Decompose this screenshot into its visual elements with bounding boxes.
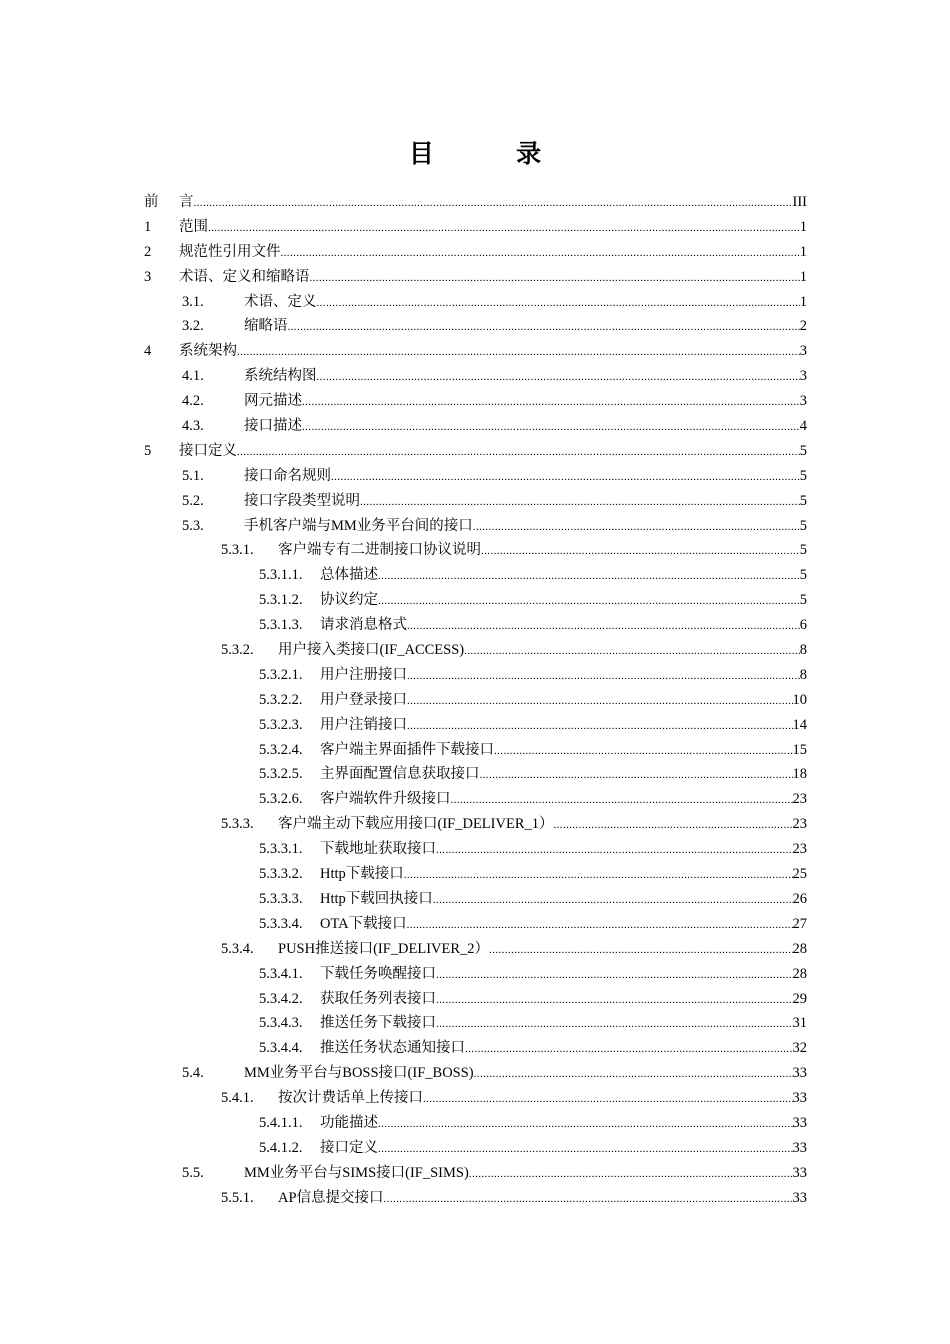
dot-leader: [237, 340, 800, 365]
toc-entry[interactable]: [144, 364, 807, 389]
dot-leader: [378, 1112, 793, 1137]
toc-entry-page-number: 29: [792, 990, 807, 1007]
toc-entry-title: 系统架构: [179, 343, 237, 360]
toc-entry-page-number: 33: [792, 1114, 807, 1131]
toc-entry-page-number: 8: [799, 642, 807, 659]
toc-entry[interactable]: [144, 862, 807, 887]
toc-entry-page-number: 33: [792, 1090, 807, 1107]
toc-entry[interactable]: [144, 1186, 807, 1211]
toc-entry-title: 术语、定义: [244, 293, 317, 310]
toc-entry-title: 范围: [179, 218, 208, 235]
toc-entry-title: 客户端主动下载应用接口(IF_DELIVER_1）: [278, 816, 554, 833]
dot-leader: [407, 689, 793, 714]
dot-leader: [302, 390, 800, 415]
toc-entry-title: 推送任务下载接口: [320, 1015, 436, 1032]
toc-entry-number: 5.3.1.3.: [259, 617, 303, 634]
toc-entry-page-number: 33: [792, 1164, 807, 1181]
toc-entry[interactable]: [144, 215, 807, 240]
toc-entry-page-number: 3: [799, 393, 807, 410]
toc-entry[interactable]: [144, 688, 807, 713]
toc-entry-number: 5.3.: [182, 517, 204, 534]
toc-entry-number: 5.4.1.2.: [259, 1139, 303, 1156]
toc-entry-number: 4.3.: [182, 418, 204, 435]
toc-entry-page-number: 32: [792, 1040, 807, 1057]
toc-entry-title: 客户端主界面插件下载接口: [320, 741, 494, 758]
toc-entry-page-number: 3: [799, 343, 807, 360]
toc-title: 目 录: [408, 141, 580, 168]
toc-entry[interactable]: [144, 937, 807, 962]
toc-entry-page-number: 5: [799, 567, 807, 584]
toc-entry-number: 5.3.2.3.: [259, 716, 303, 733]
toc-entry-number: 4: [144, 343, 152, 360]
toc-entry-title: 推送任务状态通知接口: [320, 1040, 465, 1057]
toc-entry-number: 5.3.1.1.: [259, 567, 303, 584]
toc-entry-page-number: 5: [799, 442, 807, 459]
toc-entry[interactable]: [144, 1111, 807, 1136]
toc-entry[interactable]: [144, 389, 807, 414]
toc-entry-page-number: 5: [799, 542, 807, 559]
toc-entry-number: 5.3.3.3.: [259, 890, 303, 907]
dot-leader: [554, 813, 793, 838]
toc-entry-title: 接口命名规则: [244, 467, 331, 484]
toc-entry-title: 接口定义: [179, 442, 237, 459]
toc-entry-number: 2: [144, 243, 152, 260]
toc-entry-page-number: 5: [799, 492, 807, 509]
toc-entry-page-number: 1: [799, 268, 807, 285]
toc-entry-page-number: 26: [792, 890, 807, 907]
toc-entry-title: MM业务平台与SIMS接口(IF_SIMS): [244, 1164, 469, 1181]
toc-entry[interactable]: [144, 713, 807, 738]
dot-leader: [281, 241, 800, 266]
toc-entry-page-number: 6: [799, 617, 807, 634]
toc-entry-title: 客户端专有二进制接口协议说明: [278, 542, 481, 559]
toc-entry-number: 5.3.2.5.: [259, 766, 303, 783]
dot-leader: [464, 639, 800, 664]
toc-entry-title: 用户注销接口: [320, 716, 407, 733]
dot-leader: [423, 1087, 793, 1112]
toc-entry[interactable]: [144, 1161, 807, 1186]
toc-entry[interactable]: [144, 563, 807, 588]
toc-entry-number: 5.3.1.: [221, 542, 254, 559]
table-of-contents: [144, 190, 807, 1211]
toc-entry-number: 5.3.2.: [221, 642, 254, 659]
toc-entry-title: 用户接入类接口(IF_ACCESS): [278, 642, 465, 659]
dot-leader: [489, 938, 792, 963]
toc-entry-page-number: 23: [792, 841, 807, 858]
toc-entry-title: 获取任务列表接口: [320, 990, 436, 1007]
toc-entry-page-number: 8: [799, 666, 807, 683]
toc-entry-number: 5.1.: [182, 467, 204, 484]
toc-entry-number: 5.3.2.6.: [259, 791, 303, 808]
toc-entry[interactable]: [144, 1011, 807, 1036]
toc-entry[interactable]: [144, 1136, 807, 1161]
toc-entry[interactable]: [144, 1061, 807, 1086]
toc-entry[interactable]: [144, 762, 807, 787]
dot-leader: [407, 664, 800, 689]
toc-entry-number: 5.3.1.2.: [259, 592, 303, 609]
toc-entry-page-number: 15: [792, 741, 807, 758]
toc-entry-number: 5.3.3.2.: [259, 866, 303, 883]
toc-entry-number: 5.4.: [182, 1065, 204, 1082]
toc-entry[interactable]: [144, 787, 807, 812]
toc-entry-page-number: 3: [799, 368, 807, 385]
toc-entry-number: 5.3.3.: [221, 816, 254, 833]
toc-entry-number: 5.3.4.4.: [259, 1040, 303, 1057]
toc-entry-number: 5.4.1.: [221, 1090, 254, 1107]
toc-entry-number: 3: [144, 268, 152, 285]
toc-entry-page-number: 10: [792, 691, 807, 708]
dot-leader: [407, 913, 793, 938]
toc-entry-title: 言: [179, 194, 194, 210]
toc-entry[interactable]: [144, 265, 807, 290]
dot-leader: [436, 963, 793, 988]
toc-entry-number: 5.3.4.1.: [259, 965, 303, 982]
dot-leader: [302, 415, 800, 440]
toc-entry-page-number: III: [792, 194, 807, 210]
toc-entry-number: 5.3.2.1.: [259, 666, 303, 683]
toc-entry[interactable]: [144, 339, 807, 364]
toc-entry[interactable]: [144, 190, 807, 215]
toc-entry-number: 3.1.: [182, 293, 204, 310]
toc-entry-page-number: 33: [792, 1139, 807, 1156]
dot-leader: [384, 1187, 793, 1212]
toc-entry-page-number: 23: [792, 816, 807, 833]
toc-entry-title: 接口字段类型说明: [244, 492, 360, 509]
toc-entry[interactable]: [144, 314, 807, 339]
toc-entry-page-number: 5: [799, 517, 807, 534]
toc-entry-title: MM业务平台与BOSS接口(IF_BOSS): [244, 1065, 474, 1082]
toc-entry-title: Http下载接口: [320, 866, 404, 883]
dot-leader: [378, 589, 800, 614]
toc-entry-number: 前: [144, 194, 159, 210]
toc-entry[interactable]: [144, 987, 807, 1012]
toc-entry-title: Http下载回执接口: [320, 890, 433, 907]
toc-entry-title: 缩略语: [244, 318, 288, 335]
toc-entry-title: 系统结构图: [244, 368, 317, 385]
toc-entry[interactable]: [144, 489, 807, 514]
toc-entry[interactable]: [144, 887, 807, 912]
toc-entry-title: 协议约定: [320, 592, 378, 609]
toc-entry-number: 5.3.2.2.: [259, 691, 303, 708]
toc-entry-page-number: 33: [792, 1065, 807, 1082]
toc-entry-number: 1: [144, 218, 152, 235]
dot-leader: [481, 539, 800, 564]
toc-entry[interactable]: [144, 613, 807, 638]
toc-entry-title: OTA下载接口: [320, 915, 407, 932]
dot-leader: [317, 291, 800, 316]
toc-entry-page-number: 5: [799, 467, 807, 484]
toc-entry[interactable]: [144, 663, 807, 688]
toc-entry[interactable]: [144, 240, 807, 265]
toc-entry-number: 5.2.: [182, 492, 204, 509]
toc-entry-page-number: 4: [799, 418, 807, 435]
dot-leader: [288, 315, 800, 340]
toc-entry[interactable]: [144, 538, 807, 563]
dot-leader: [317, 365, 800, 390]
toc-entry-page-number: 1: [799, 243, 807, 260]
toc-entry-page-number: 1: [799, 293, 807, 310]
dot-leader: [378, 564, 800, 589]
toc-entry[interactable]: [144, 290, 807, 315]
toc-entry[interactable]: [144, 1036, 807, 1061]
dot-leader: [208, 216, 800, 241]
toc-entry[interactable]: [144, 638, 807, 663]
toc-entry[interactable]: [144, 962, 807, 987]
toc-entry-page-number: 25: [792, 866, 807, 883]
dot-leader: [194, 191, 793, 216]
dot-leader: [494, 739, 793, 764]
dot-leader: [407, 614, 800, 639]
toc-entry[interactable]: [144, 812, 807, 837]
toc-entry[interactable]: [144, 1086, 807, 1111]
toc-entry[interactable]: [144, 439, 807, 464]
toc-entry-title: AP信息提交接口: [278, 1189, 384, 1206]
dot-leader: [436, 838, 793, 863]
toc-entry-title: 按次计费话单上传接口: [278, 1090, 423, 1107]
toc-entry-page-number: 1: [799, 218, 807, 235]
toc-entry-page-number: 27: [792, 915, 807, 932]
toc-entry-number: 5.3.4.: [221, 940, 254, 957]
toc-entry-page-number: 23: [792, 791, 807, 808]
toc-entry[interactable]: [144, 837, 807, 862]
toc-entry-page-number: 2: [799, 318, 807, 335]
toc-entry[interactable]: [144, 514, 807, 539]
dot-leader: [469, 1162, 793, 1187]
dot-leader: [480, 763, 793, 788]
toc-entry-title: 网元描述: [244, 393, 302, 410]
toc-entry-title: 客户端软件升级接口: [320, 791, 451, 808]
dot-leader: [237, 440, 800, 465]
toc-entry[interactable]: [144, 414, 807, 439]
dot-leader: [310, 266, 800, 291]
toc-entry-title: 下载任务唤醒接口: [320, 965, 436, 982]
toc-entry-page-number: 31: [792, 1015, 807, 1032]
dot-leader: [473, 515, 800, 540]
toc-entry-page-number: 28: [792, 940, 807, 957]
dot-leader: [433, 888, 793, 913]
toc-entry-title: 请求消息格式: [320, 617, 407, 634]
toc-entry-number: 4.2.: [182, 393, 204, 410]
dot-leader: [331, 465, 800, 490]
toc-entry-title: 手机客户端与MM业务平台间的接口: [244, 517, 473, 534]
toc-entry-title: 主界面配置信息获取接口: [320, 766, 480, 783]
dot-leader: [360, 490, 800, 515]
toc-entry-title: 总体描述: [320, 567, 378, 584]
toc-entry[interactable]: [144, 738, 807, 763]
toc-entry-title: 用户登录接口: [320, 691, 407, 708]
toc-entry-title: 下载地址获取接口: [320, 841, 436, 858]
toc-entry-title: 接口描述: [244, 418, 302, 435]
toc-entry-page-number: 14: [792, 716, 807, 733]
toc-entry-page-number: 18: [792, 766, 807, 783]
toc-entry-number: 3.2.: [182, 318, 204, 335]
toc-entry-title: 接口定义: [320, 1139, 378, 1156]
toc-entry[interactable]: [144, 464, 807, 489]
toc-entry-number: 4.1.: [182, 368, 204, 385]
dot-leader: [436, 1012, 793, 1037]
toc-entry-title: 功能描述: [320, 1114, 378, 1131]
dot-leader: [378, 1137, 793, 1162]
dot-leader: [465, 1037, 793, 1062]
toc-entry-number: 5.5.1.: [221, 1189, 254, 1206]
toc-entry-page-number: 33: [792, 1189, 807, 1206]
dot-leader: [436, 988, 793, 1013]
toc-entry-number: 5.3.2.4.: [259, 741, 303, 758]
toc-entry-page-number: 28: [792, 965, 807, 982]
toc-entry-number: 5.3.3.1.: [259, 841, 303, 858]
toc-entry-number: 5: [144, 442, 152, 459]
toc-entry-number: 5.3.4.3.: [259, 1015, 303, 1032]
toc-entry-number: 5.4.1.1.: [259, 1114, 303, 1131]
toc-entry-page-number: 5: [799, 592, 807, 609]
toc-entry[interactable]: [144, 912, 807, 937]
toc-entry-title: 用户注册接口: [320, 666, 407, 683]
toc-entry-title: PUSH推送接口(IF_DELIVER_2）: [278, 940, 490, 957]
dot-leader: [451, 788, 793, 813]
toc-entry-number: 5.3.3.4.: [259, 915, 303, 932]
dot-leader: [404, 863, 793, 888]
toc-entry-title: 规范性引用文件: [179, 243, 281, 260]
toc-entry[interactable]: [144, 588, 807, 613]
toc-entry-title: 术语、定义和缩略语: [179, 268, 310, 285]
toc-entry-number: 5.3.4.2.: [259, 990, 303, 1007]
dot-leader: [407, 714, 793, 739]
dot-leader: [474, 1062, 793, 1087]
toc-entry-number: 5.5.: [182, 1164, 204, 1181]
